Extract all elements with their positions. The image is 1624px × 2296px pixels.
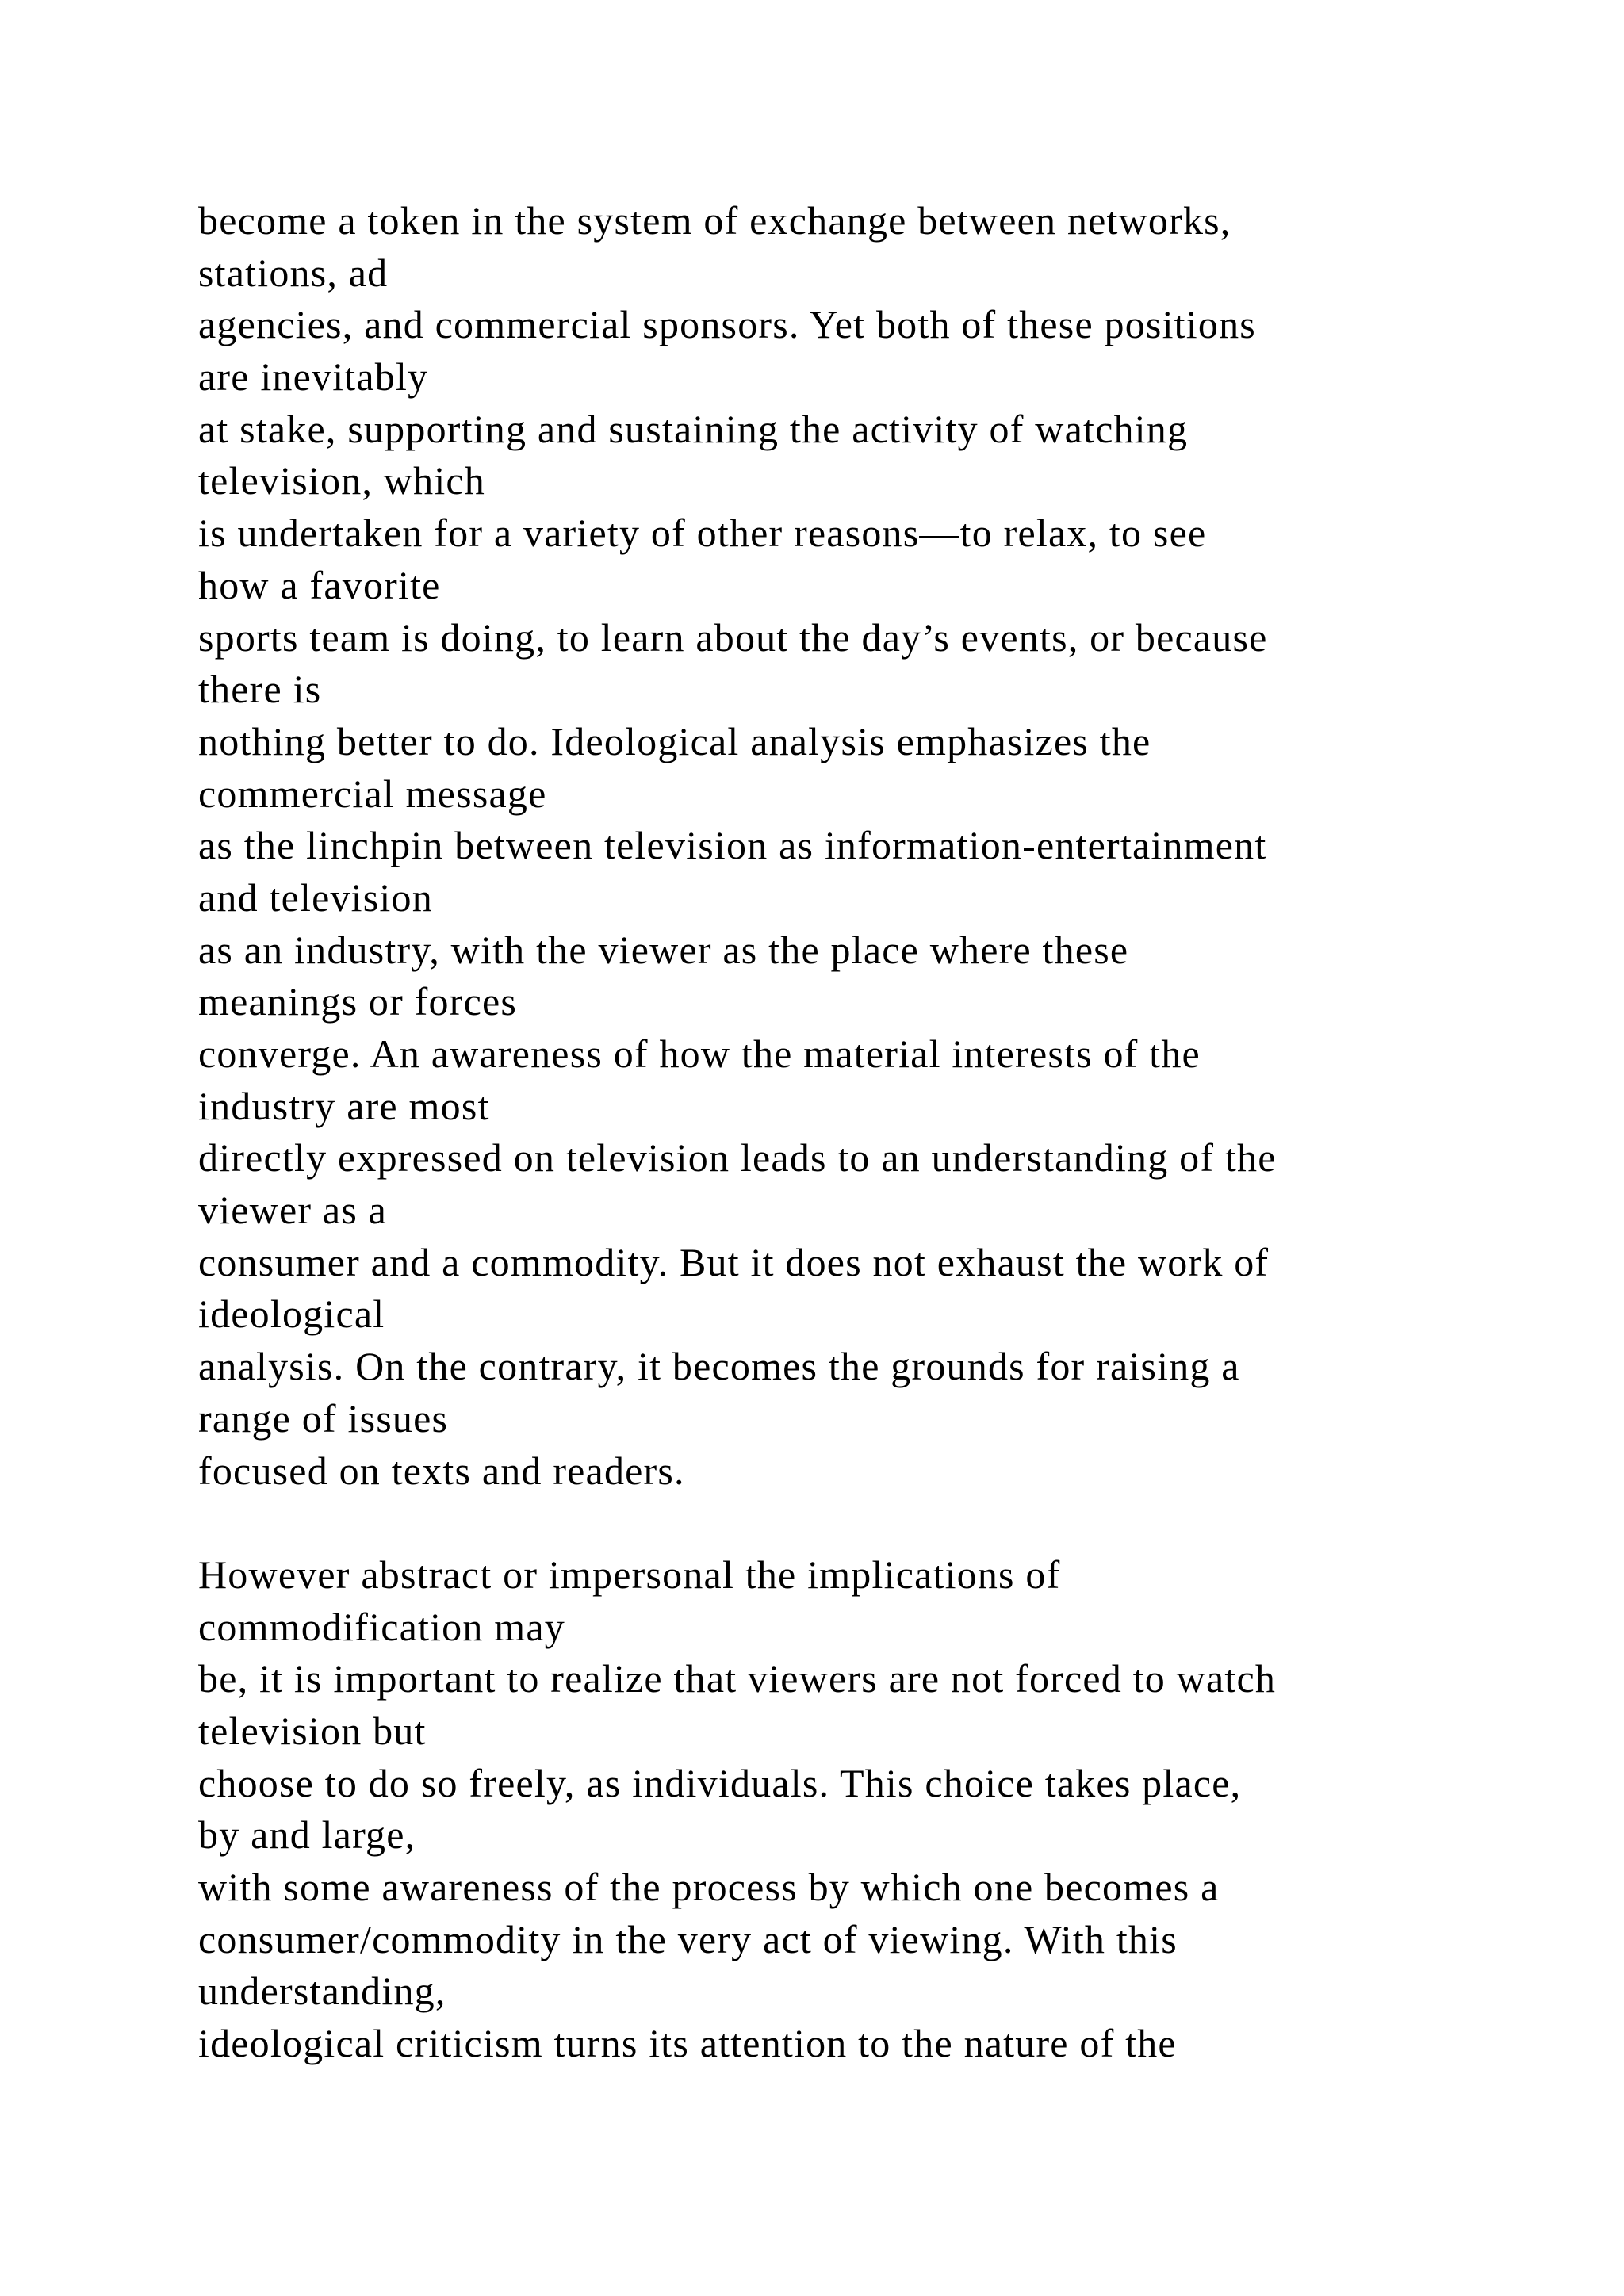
- paragraph: [198, 1549, 1546, 2070]
- text-line: viewer as a: [198, 1188, 388, 1233]
- text-line: how a favorite: [198, 562, 441, 607]
- text-line: television, which: [198, 458, 486, 503]
- text-line: at stake, supporting and sustaining the activity of watching: [198, 406, 1189, 451]
- text-line: as an industry, with the viewer as the place where these: [198, 927, 1129, 972]
- text-line: consumer and a commodity. But it does not exhaust the work of: [198, 1239, 1270, 1284]
- text-line: directly expressed on television leads to an understanding of the: [198, 1135, 1277, 1181]
- text-line: However abstract or impersonal the implications of: [198, 1552, 1061, 1597]
- text-line: industry are most: [198, 1083, 490, 1128]
- text-line: as the linchpin between television as information-entertainment: [198, 823, 1267, 868]
- text-line: consumer/commodity in the very act of viewing. With this: [198, 1916, 1178, 1961]
- text-line: commodification may: [198, 1604, 565, 1649]
- text-line: analysis. On the contrary, it becomes the grounds for raising a: [198, 1344, 1240, 1389]
- text-line: focused on texts and readers.: [198, 1448, 685, 1493]
- text-line: understanding,: [198, 1969, 446, 2014]
- paragraph: [198, 195, 1546, 1497]
- text-line: by and large,: [198, 1812, 416, 1858]
- text-line: meanings or forces: [198, 979, 518, 1024]
- text-line: is undertaken for a variety of other reasons—to relax, to see: [198, 511, 1207, 556]
- text-line: there is: [198, 667, 322, 712]
- text-line: sports team is doing, to learn about the day’s events, or because: [198, 614, 1268, 660]
- text-line: are inevitably: [198, 354, 429, 400]
- body-text: [198, 195, 1546, 2070]
- text-line: television but: [198, 1708, 427, 1753]
- text-line: commercial message: [198, 771, 547, 816]
- text-line: with some awareness of the process by which one becomes a: [198, 1865, 1220, 1909]
- text-line: agencies, and commercial sponsors. Yet both of these positions: [198, 302, 1256, 347]
- text-line: converge. An awareness of how the material interests of the: [198, 1031, 1201, 1076]
- paragraph-gap: [198, 1497, 1546, 1549]
- text-line: be, it is important to realize that viewers are not forced to watch: [198, 1656, 1277, 1701]
- text-line: ideological criticism turns its attention to the nature of the: [198, 2021, 1177, 2066]
- text-line: range of issues: [198, 1395, 449, 1441]
- text-line: stations, ad: [198, 250, 389, 295]
- text-line: choose to do so freely, as individuals. This choice takes place,: [198, 1760, 1242, 1805]
- text-line: become a token in the system of exchange between networks,: [198, 198, 1231, 243]
- text-line: nothing better to do. Ideological analysis emphasizes the: [198, 718, 1151, 763]
- text-line: and television: [198, 874, 433, 920]
- text-line: ideological: [198, 1292, 385, 1337]
